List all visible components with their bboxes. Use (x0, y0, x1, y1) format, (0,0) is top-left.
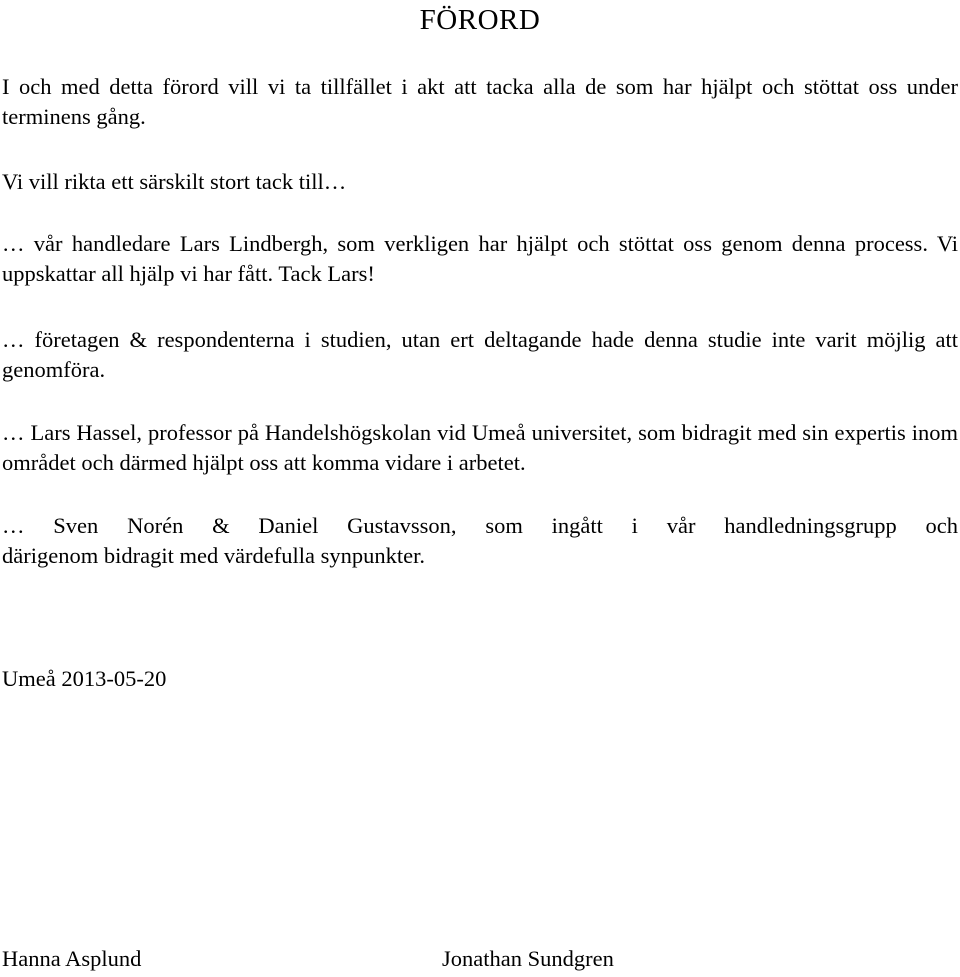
thanks-group-line-2: därigenom bidragit med värdefulla synpunkter. (2, 543, 426, 568)
thanks-lead-paragraph: Vi vill rikta ett särskilt stort tack till… (2, 169, 347, 194)
signature-hanna-asplund: Hanna Asplund (2, 946, 142, 971)
place-and-date: Umeå 2013-05-20 (2, 666, 167, 691)
page-title: FÖRORD (419, 4, 541, 36)
thanks-supervisor-paragraph: … vår handledare Lars Lindbergh, som verkligen har hjälpt och stöttat oss genom denna process. Vi uppskattar all hjälp vi har fått. Tack Lars! (2, 231, 958, 286)
thanks-group-line-1: … Sven Norén & Daniel Gustavsson, som ingått i vår handledningsgrupp och (2, 513, 958, 538)
signature-jonathan-sundgren: Jonathan Sundgren (442, 946, 614, 971)
intro-paragraph: I och med detta förord vill vi ta tillfället i akt att tacka alla de som har hjälpt och stöttat oss under terminens gång. (2, 74, 958, 129)
thanks-group-paragraph (2, 511, 958, 571)
thanks-respondents-paragraph: … företagen & respondenterna i studien, utan ert deltagande hade denna studie inte varit möjlig att genomföra. (2, 327, 958, 382)
thanks-professor-paragraph: … Lars Hassel, professor på Handelshögskolan vid Umeå universitet, som bidragit med sin expertis inom området och därmed hjälpt oss att komma vidare i arbetet. (2, 420, 958, 475)
